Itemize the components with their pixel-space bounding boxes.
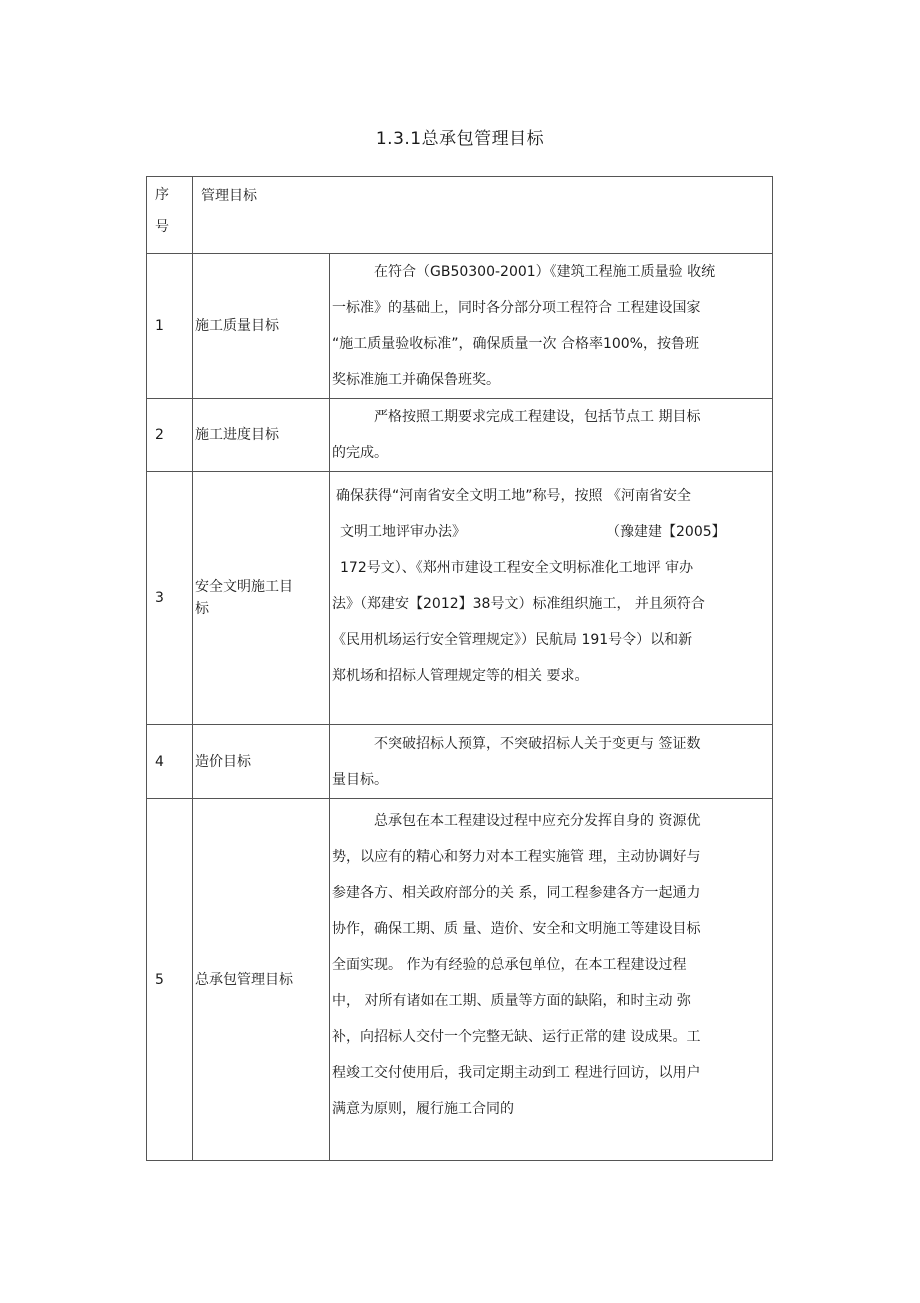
row-goal-desc: 总承包在本工程建设过程中应充分发挥自身的 资源优 势，以应有的精心和努力对本工程实施管 理，主动协调好与 参建各方、相关政府部分的关 系，同工程参建各方一起通力 协作，确保工期、质 量、造价、安全和文明施工等建设目标 全面实现。 作为有经验的总承包单位，在本工程建设过程 中， 对所有诸如在工期、质量等方面的缺陷，和时主动 弥 补，向招标人交付一个完整无缺、运行正常的建 设成果。工 程竣工交付使用后，我司定期主动到工 程进行回访，以用户 满意为原则，履行施工合同的 (330, 799, 773, 1161)
row-goal-name: 施工进度目标 (193, 399, 330, 472)
row-no: 3 (147, 472, 193, 725)
row-goal-name: 造价目标 (193, 725, 330, 799)
row-no: 5 (147, 799, 193, 1161)
row-goal-name: 总承包管理目标 (193, 799, 330, 1161)
row-no: 2 (147, 399, 193, 472)
table-row (147, 254, 773, 399)
row-goal-desc: 确保获得“河南省安全文明工地”称号，按照 《河南省安全 文明工地评审办法》 （豫建建【2005】 172号文）、《郑州市建设工程安全文明标准化工地评 审办 法》（郑建安【2012】38号文）标准组织施工， 并且须符合 《民用机场运行安全管理规定》）民航局 191号令）以和新 郑机场和招标人管理规定等的相关 要求。 (330, 472, 773, 725)
header-goal: 管理目标 (193, 177, 773, 254)
row-goal-desc: 严格按照工期要求完成工程建设，包括节点工 期目标 的完成。 (330, 399, 773, 472)
row-no: 1 (147, 254, 193, 399)
goals-table (146, 176, 773, 1161)
table-row (147, 725, 773, 799)
row-goal-name: 安全文明施工目 标 (193, 472, 330, 725)
row-goal-desc: 不突破招标人预算，不突破招标人关于变更与 签证数 量目标。 (330, 725, 773, 799)
table-header-row (147, 177, 773, 254)
table-row (147, 399, 773, 472)
section-title: 1.3.1总承包管理目标 (375, 129, 545, 149)
table-row (147, 799, 773, 1161)
row-goal-desc: 在符合（GB50300-2001）《建筑工程施工质量验 收统 一标准》的基础上，同时各分部分项工程符合 工程建设国家 “施工质量验收标准”，确保质量一次 合格率100%，按鲁班 奖标准施工并确保鲁班奖。 (330, 254, 773, 399)
row-no: 4 (147, 725, 193, 799)
header-no: 序 号 (147, 177, 193, 254)
table-row (147, 472, 773, 725)
row-goal-name: 施工质量目标 (193, 254, 330, 399)
